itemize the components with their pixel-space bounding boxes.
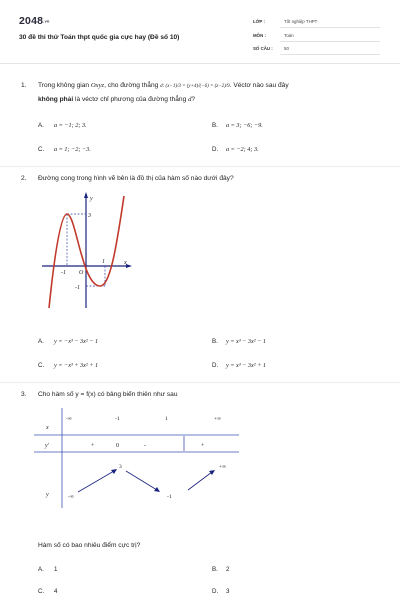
- table-sign: +: [201, 443, 205, 449]
- q1-line-equation: d: (x−1)/3 = (y+4)/(−6) = (z−2)/9: [160, 84, 230, 89]
- q3-option-c-letter: C.: [38, 588, 45, 595]
- table-x-label: x: [46, 425, 49, 431]
- q2-option-c-letter: C.: [38, 362, 45, 369]
- meta-label-class: LỚP :: [253, 19, 265, 24]
- table-x-value: -1: [115, 416, 120, 422]
- table-y-value: -1: [167, 494, 172, 500]
- meta-label-subject: MÔN :: [253, 33, 266, 38]
- table-arrow-head: [111, 469, 117, 474]
- q1-option-a-text: a = −1; 2; 3.: [54, 122, 87, 129]
- q3-option-b-text: 2: [226, 566, 230, 573]
- graph-label-x: x: [124, 260, 127, 266]
- q3-option-d-letter: D.: [212, 588, 219, 595]
- logo-text: 2048: [19, 15, 44, 27]
- question-1-text: [38, 82, 289, 89]
- table-x-value: +∞: [214, 416, 222, 422]
- q1-option-b-letter: B.: [212, 122, 218, 129]
- q1-text-coord: Oxyz: [90, 82, 105, 89]
- q3-option-c-text: 4: [54, 588, 58, 595]
- question-3-number: 3.: [21, 391, 27, 398]
- graph-label-neg1: -1: [61, 270, 66, 276]
- function-graph: [40, 190, 140, 310]
- q1-option-d-text: a = −2; 4; 3.: [226, 146, 259, 153]
- graph-y-arrow: [84, 192, 88, 198]
- meta-value-class: Tốt nghiệp THPT: [284, 19, 318, 24]
- graph-x-arrow: [126, 264, 132, 268]
- table-y-label: y: [46, 492, 49, 498]
- meta-value-subject: Toán: [284, 33, 294, 38]
- table-x-value: -∞: [66, 416, 72, 422]
- q1-option-a-letter: A.: [38, 122, 44, 129]
- table-sign: 0: [116, 443, 119, 449]
- q2-option-d-text: y = x³ − 3x² + 1: [226, 362, 266, 369]
- q2-option-a-letter: A.: [38, 338, 44, 345]
- question-2-text: Đường cong trong hình vẽ bên là đồ thị của hàm số nào dưới đây?: [38, 175, 234, 182]
- q2-option-c-text: y = −x³ + 3x² + 1: [54, 362, 99, 369]
- q1-text-part: Trong không gian: [38, 82, 91, 89]
- graph-label-neg1-y: -1: [75, 285, 80, 291]
- table-arrow-head: [154, 487, 160, 492]
- q1-bold-phrase: không phải: [38, 96, 74, 103]
- question-separator: [0, 166, 400, 167]
- q3-option-a-text: 1: [54, 566, 58, 573]
- question-1-number: 1.: [21, 82, 27, 89]
- table-arrow-up: [78, 471, 114, 492]
- table-y-value: 3: [119, 464, 122, 470]
- q1-var: d: [188, 96, 192, 103]
- question-2-number: 2.: [21, 175, 27, 182]
- meta-label-count: SỐ CÂU :: [253, 46, 273, 51]
- table-arrow-head: [209, 470, 215, 475]
- q1-text-part: ?: [191, 96, 196, 103]
- q1-option-c-letter: C.: [38, 146, 45, 153]
- meta-divider: [280, 27, 380, 28]
- q1-option-c-text: a = 1; −2; −3.: [54, 146, 91, 153]
- table-arrow-up: [188, 472, 212, 490]
- table-yprime-label: y': [45, 443, 49, 449]
- table-sign: -: [144, 443, 146, 449]
- logo-suffix: .vn: [43, 18, 50, 24]
- graph-label-one: 1: [102, 259, 105, 265]
- q3-option-b-letter: B.: [212, 566, 218, 573]
- q1-text-part: là véctơ chỉ phương của đường thẳng: [73, 96, 189, 103]
- header-rule: [0, 63, 400, 64]
- meta-value-count: 50: [284, 46, 289, 51]
- q3-option-d-text: 3: [226, 588, 230, 595]
- q3-option-a-letter: A.: [38, 566, 44, 573]
- q1-text-part: , cho đường thẳng: [104, 82, 161, 89]
- table-arrow-down: [126, 471, 157, 490]
- table-sign: +: [91, 443, 95, 449]
- q2-option-a-text: y = −x³ − 3x² − 1: [54, 338, 99, 345]
- variation-table: [34, 408, 239, 508]
- table-x-value: 1: [165, 416, 168, 422]
- q2-option-d-letter: D.: [212, 362, 219, 369]
- question-separator: [0, 382, 400, 383]
- graph-label-three: 3: [88, 213, 91, 219]
- table-y-value: -∞: [68, 494, 74, 500]
- q2-option-b-letter: B.: [212, 338, 218, 345]
- question-3-prompt: Hàm số có bao nhiêu điểm cực trị?: [38, 542, 141, 549]
- q1-option-d-letter: D.: [212, 146, 219, 153]
- table-y-value: +∞: [219, 464, 227, 470]
- logo: [19, 15, 50, 27]
- q1-text-part: . Véctơ nào sau đây: [229, 82, 289, 89]
- graph-label-origin: O: [79, 270, 84, 276]
- question-3-text: Cho hàm số y = f(x) có bảng biến thiên như sau: [38, 391, 178, 398]
- meta-divider: [280, 54, 380, 55]
- graph-label-y: y: [90, 196, 93, 202]
- q2-option-b-text: y = x³ − 3x² − 1: [226, 338, 266, 345]
- q1-option-b-text: a = 3; −6; −9.: [226, 122, 263, 129]
- question-1-text-line2: [38, 96, 195, 103]
- meta-divider: [280, 41, 380, 42]
- exam-title: 30 đề thi thử Toán thpt quốc gia cực hay (Đề số 10): [19, 34, 180, 41]
